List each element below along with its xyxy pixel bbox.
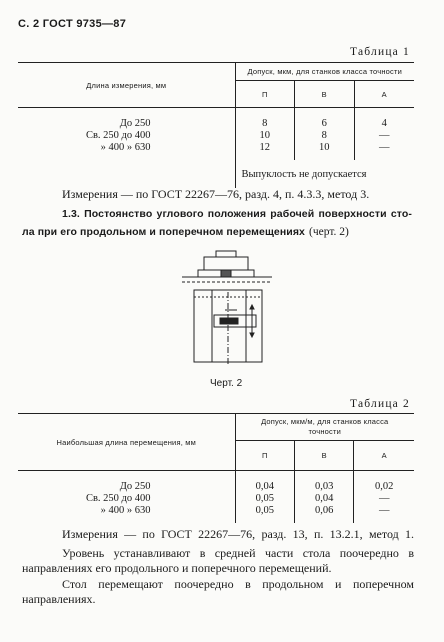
- table-cell: —: [378, 493, 390, 504]
- table2-col-tol-line1: Допуск, мкм/м, для станков класса: [261, 417, 389, 426]
- table2-col-length: Наибольшая длина перемещения, мм: [18, 414, 235, 471]
- section-13-line1: 1.3. Постоянство углового положения рабочей поверхности сто-: [62, 208, 412, 220]
- table-cell: 0,04: [315, 493, 334, 504]
- table-cell: 0,04: [255, 481, 274, 492]
- para-level-line1: Уровень устанавливают в средней части стола поочередно в: [62, 546, 414, 560]
- table1-v-values: [295, 108, 355, 161]
- table-cell: » 400 » 630: [100, 505, 151, 516]
- table1-class-p: П: [235, 81, 295, 108]
- para-level-line2: направлениях его продольного и поперечного перемещений.: [22, 561, 332, 575]
- section-13-line2-wrap: [22, 222, 349, 240]
- section-13-line2: ла при его продольном и поперечном перемещениях: [22, 226, 306, 238]
- table-cell: 10: [319, 142, 330, 153]
- para-table-line1: Стол перемещают поочередно в продольном и поперечном: [62, 577, 414, 591]
- table-cell: 0,02: [375, 481, 394, 492]
- table-cell: Св. 250 до 400: [85, 493, 151, 504]
- table-cell: —: [379, 130, 390, 141]
- table2-a-values: [354, 471, 414, 524]
- para-table-line2: направлениях.: [22, 592, 96, 606]
- table2-col-tolerance: [235, 414, 414, 441]
- table2-col-tol-line2: точности: [308, 427, 342, 436]
- page-header: С. 2 ГОСТ 9735—87: [18, 18, 127, 30]
- table-cell: 4: [381, 118, 387, 129]
- figure-2-caption: Черт. 2: [210, 378, 243, 389]
- table-cell: 0,05: [255, 505, 274, 516]
- table-cell: 8: [262, 118, 268, 129]
- table-cell: Св. 250 до 400: [85, 130, 151, 141]
- table1-class-a: А: [354, 81, 414, 108]
- table-cell: —: [378, 505, 390, 516]
- table-cell: 8: [321, 130, 327, 141]
- table-cell: —: [379, 142, 390, 153]
- table1-col-tolerance: Допуск, мкм, для станков класса точности: [235, 63, 414, 81]
- table-cell: 6: [321, 118, 327, 129]
- table-cell: До 250: [119, 481, 151, 492]
- table1-a-values: [354, 108, 414, 161]
- table2-lengths: [18, 471, 235, 524]
- table1-col-length: Длина измерения, мм: [18, 63, 235, 108]
- table2-class-v: В: [295, 441, 354, 471]
- table-cell: 0,03: [315, 481, 334, 492]
- table2-class-p: П: [235, 441, 294, 471]
- table-cell: » 400 » 630: [100, 142, 151, 153]
- table-cell: 10: [259, 130, 270, 141]
- table2: [18, 413, 414, 523]
- table2-caption: Таблица 2: [350, 398, 410, 410]
- table-cell: 0,06: [315, 505, 334, 516]
- table-cell: До 250: [119, 118, 151, 129]
- measure-2: Измерения — по ГОСТ 22267—76, разд. 13, п. 13.2.1, метод 1.: [62, 527, 414, 541]
- table-cell: 12: [259, 142, 270, 153]
- table1-lengths: [18, 108, 235, 161]
- table1-class-v: В: [295, 81, 355, 108]
- table2-class-a: А: [354, 441, 414, 471]
- table1-caption: Таблица 1: [350, 46, 410, 58]
- section-13-ref: (черт. 2): [309, 226, 349, 238]
- table-cell: 0,05: [255, 493, 274, 504]
- table2-p-values: [235, 471, 294, 524]
- table1: [18, 62, 414, 188]
- measure-1: Измерения — по ГОСТ 22267—76, разд. 4, п. 4.3.3, метод 3.: [62, 187, 370, 201]
- table1-p-values: [235, 108, 295, 161]
- figure-2-drawing: [180, 248, 276, 372]
- table1-note: Выпуклость не допускается: [235, 160, 414, 188]
- table2-v-values: [295, 471, 354, 524]
